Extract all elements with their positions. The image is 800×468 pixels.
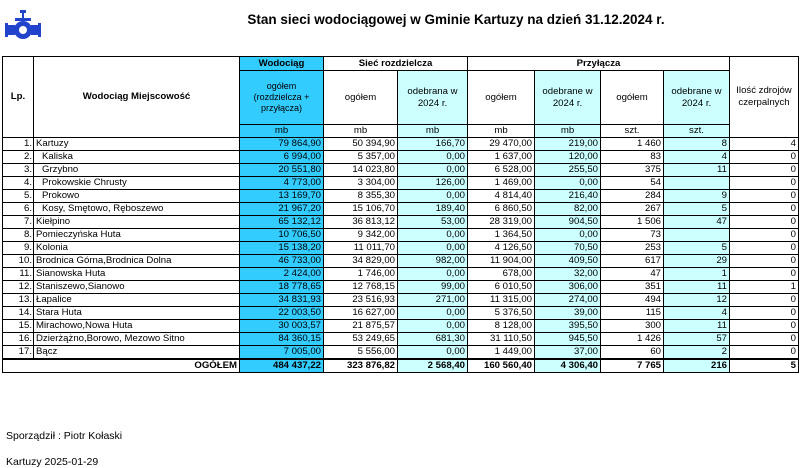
total-zdroje: 5 xyxy=(730,359,799,373)
table-row xyxy=(3,294,799,307)
cell-name: Staniszewo,Sianowo xyxy=(34,281,240,294)
col-siec-header: Sieć rozdzielcza xyxy=(324,57,468,71)
cell-przyl-szt: 1 506 xyxy=(601,216,664,229)
cell-siec-odebrana: 0,00 xyxy=(398,151,468,164)
cell-lp: 8. xyxy=(3,229,34,242)
cell-przyl-ogolem: 4 126,50 xyxy=(468,242,535,255)
cell-wodociag: 79 864,90 xyxy=(240,138,324,151)
cell-siec-ogolem: 12 768,15 xyxy=(324,281,398,294)
cell-siec-odebrana: 0,00 xyxy=(398,164,468,177)
cell-przyl-odebrane: 39,00 xyxy=(535,307,601,320)
cell-przyl-szt-odebrane: 11 xyxy=(664,164,730,177)
unit-mb: mb xyxy=(468,125,535,138)
cell-zdroje: 0 xyxy=(730,164,799,177)
cell-wodociag: 84 360,15 xyxy=(240,333,324,346)
cell-przyl-ogolem: 6 528,00 xyxy=(468,164,535,177)
cell-siec-ogolem: 50 394,90 xyxy=(324,138,398,151)
col-wodociag-header: Wodociąg xyxy=(240,57,324,71)
cell-zdroje: 0 xyxy=(730,216,799,229)
cell-lp: 15. xyxy=(3,320,34,333)
cell-name: Kolonia xyxy=(34,242,240,255)
cell-przyl-odebrane: 904,50 xyxy=(535,216,601,229)
total-siec-odebrana: 2 568,40 xyxy=(398,359,468,373)
cell-przyl-ogolem: 1 469,00 xyxy=(468,177,535,190)
cell-zdroje: 0 xyxy=(730,294,799,307)
cell-zdroje: 0 xyxy=(730,229,799,242)
cell-siec-odebrana: 126,00 xyxy=(398,177,468,190)
cell-przyl-szt: 115 xyxy=(601,307,664,320)
cell-lp: 9. xyxy=(3,242,34,255)
total-przyl-odebrane: 4 306,40 xyxy=(535,359,601,373)
cell-przyl-szt: 1 426 xyxy=(601,333,664,346)
cell-przyl-szt: 47 xyxy=(601,268,664,281)
cell-wodociag: 20 551,80 xyxy=(240,164,324,177)
cell-wodociag: 15 138,20 xyxy=(240,242,324,255)
cell-name: Kaliska xyxy=(34,151,240,164)
cell-zdroje: 0 xyxy=(730,255,799,268)
unit-mb: mb xyxy=(398,125,468,138)
cell-siec-ogolem: 15 106,70 xyxy=(324,203,398,216)
cell-zdroje: 0 xyxy=(730,151,799,164)
cell-lp: 17. xyxy=(3,346,34,360)
cell-wodociag: 7 005,00 xyxy=(240,346,324,360)
cell-siec-ogolem: 23 516,93 xyxy=(324,294,398,307)
cell-przyl-odebrane: 37,00 xyxy=(535,346,601,360)
cell-przyl-odebrane: 0,00 xyxy=(535,177,601,190)
cell-name: Prokowo xyxy=(34,190,240,203)
cell-lp: 4. xyxy=(3,177,34,190)
cell-lp: 1. xyxy=(3,138,34,151)
cell-przyl-odebrane: 306,00 xyxy=(535,281,601,294)
cell-przyl-szt-odebrane: 5 xyxy=(664,203,730,216)
cell-zdroje: 0 xyxy=(730,242,799,255)
cell-siec-ogolem: 21 875,57 xyxy=(324,320,398,333)
cell-siec-ogolem: 1 746,00 xyxy=(324,268,398,281)
col-zdroje-header: Ilość zdrojów czerpalnych xyxy=(730,57,799,138)
cell-name: Kosy, Smętowo, Ręboszewo xyxy=(34,203,240,216)
cell-przyl-odebrane: 0,00 xyxy=(535,229,601,242)
cell-name: Kiełpino xyxy=(34,216,240,229)
cell-przyl-szt-odebrane: 9 xyxy=(664,190,730,203)
col-przylacza-header: Przyłącza xyxy=(468,57,730,71)
cell-przyl-odebrane: 70,50 xyxy=(535,242,601,255)
cell-przyl-szt: 617 xyxy=(601,255,664,268)
cell-name: Brodnica Górna,Brodnica Dolna xyxy=(34,255,240,268)
cell-siec-odebrana: 166,70 xyxy=(398,138,468,151)
table-row xyxy=(3,281,799,294)
cell-przyl-ogolem: 678,00 xyxy=(468,268,535,281)
table-row xyxy=(3,177,799,190)
cell-lp: 16. xyxy=(3,333,34,346)
table-row xyxy=(3,255,799,268)
cell-przyl-odebrane: 32,00 xyxy=(535,268,601,281)
cell-wodociag: 18 778,65 xyxy=(240,281,324,294)
cell-siec-odebrana: 271,00 xyxy=(398,294,468,307)
cell-przyl-ogolem: 11 315,00 xyxy=(468,294,535,307)
col-przyl-szt-ogolem-header: ogółem xyxy=(601,71,664,125)
cell-name: Mirachowo,Nowa Huta xyxy=(34,320,240,333)
cell-przyl-ogolem: 11 904,00 xyxy=(468,255,535,268)
cell-przyl-odebrane: 82,00 xyxy=(535,203,601,216)
cell-wodociag: 6 994,00 xyxy=(240,151,324,164)
cell-siec-odebrana: 0,00 xyxy=(398,346,468,360)
cell-przyl-szt-odebrane: 47 xyxy=(664,216,730,229)
table-row xyxy=(3,268,799,281)
cell-name: Pomieczyńska Huta xyxy=(34,229,240,242)
cell-siec-ogolem: 16 627,00 xyxy=(324,307,398,320)
cell-lp: 12. xyxy=(3,281,34,294)
total-row xyxy=(3,359,799,373)
cell-przyl-ogolem: 5 376,50 xyxy=(468,307,535,320)
table-row xyxy=(3,307,799,320)
page-title: Stan sieci wodociągowej w Gminie Kartuzy na dzień 31.12.2024 r. xyxy=(247,12,665,27)
col-lp-header: Lp. xyxy=(3,57,34,138)
cell-lp: 13. xyxy=(3,294,34,307)
cell-zdroje: 0 xyxy=(730,203,799,216)
cell-lp: 7. xyxy=(3,216,34,229)
cell-wodociag: 34 831,93 xyxy=(240,294,324,307)
cell-zdroje: 0 xyxy=(730,346,799,360)
cell-przyl-szt: 375 xyxy=(601,164,664,177)
cell-przyl-szt: 73 xyxy=(601,229,664,242)
cell-przyl-szt: 494 xyxy=(601,294,664,307)
unit-mb: mb xyxy=(535,125,601,138)
cell-zdroje: 0 xyxy=(730,307,799,320)
cell-przyl-szt: 83 xyxy=(601,151,664,164)
cell-przyl-odebrane: 255,50 xyxy=(535,164,601,177)
cell-wodociag: 22 003,50 xyxy=(240,307,324,320)
col-przyl-ogolem-header: ogółem xyxy=(468,71,535,125)
cell-siec-odebrana: 0,00 xyxy=(398,229,468,242)
cell-przyl-szt-odebrane: 5 xyxy=(664,242,730,255)
cell-przyl-ogolem: 1 364,50 xyxy=(468,229,535,242)
cell-przyl-szt-odebrane xyxy=(664,229,730,242)
cell-przyl-szt-odebrane: 8 xyxy=(664,138,730,151)
col-name-header: Wodociąg Miejscowość xyxy=(34,57,240,138)
cell-wodociag: 2 424,00 xyxy=(240,268,324,281)
cell-przyl-szt-odebrane: 4 xyxy=(664,151,730,164)
table-row xyxy=(3,190,799,203)
table-row xyxy=(3,216,799,229)
cell-lp: 3. xyxy=(3,164,34,177)
cell-name: Sianowska Huta xyxy=(34,268,240,281)
table-row xyxy=(3,164,799,177)
cell-przyl-szt: 267 xyxy=(601,203,664,216)
cell-siec-ogolem: 11 011,70 xyxy=(324,242,398,255)
cell-przyl-szt: 300 xyxy=(601,320,664,333)
cell-siec-odebrana: 0,00 xyxy=(398,320,468,333)
cell-siec-odebrana: 99,00 xyxy=(398,281,468,294)
total-przyl-szt-odebrane: 216 xyxy=(664,359,730,373)
cell-siec-ogolem: 34 829,00 xyxy=(324,255,398,268)
cell-przyl-szt-odebrane: 11 xyxy=(664,281,730,294)
cell-siec-odebrana: 0,00 xyxy=(398,307,468,320)
cell-name: Grzybno xyxy=(34,164,240,177)
unit-mb: mb xyxy=(240,125,324,138)
cell-przyl-odebrane: 395,50 xyxy=(535,320,601,333)
cell-siec-odebrana: 982,00 xyxy=(398,255,468,268)
table-row xyxy=(3,320,799,333)
cell-przyl-odebrane: 945,50 xyxy=(535,333,601,346)
total-przyl-ogolem: 160 560,40 xyxy=(468,359,535,373)
cell-zdroje: 0 xyxy=(730,320,799,333)
cell-siec-ogolem: 5 556,00 xyxy=(324,346,398,360)
cell-name: Łapalice xyxy=(34,294,240,307)
cell-siec-odebrana: 189,40 xyxy=(398,203,468,216)
cell-name: Prokowskie Chrusty xyxy=(34,177,240,190)
cell-name: Dzierżążno,Borowo, Mezowo Sitno xyxy=(34,333,240,346)
cell-przyl-szt-odebrane: 1 xyxy=(664,268,730,281)
cell-siec-ogolem: 5 357,00 xyxy=(324,151,398,164)
cell-wodociag: 30 003,57 xyxy=(240,320,324,333)
cell-przyl-szt: 284 xyxy=(601,190,664,203)
cell-przyl-odebrane: 409,50 xyxy=(535,255,601,268)
unit-szt: szt. xyxy=(601,125,664,138)
cell-zdroje: 4 xyxy=(730,138,799,151)
cell-zdroje: 0 xyxy=(730,177,799,190)
table-row xyxy=(3,229,799,242)
cell-przyl-szt: 54 xyxy=(601,177,664,190)
cell-zdroje: 0 xyxy=(730,190,799,203)
cell-przyl-ogolem: 6 860,50 xyxy=(468,203,535,216)
cell-przyl-ogolem: 1 449,00 xyxy=(468,346,535,360)
cell-wodociag: 13 169,70 xyxy=(240,190,324,203)
cell-name: Kartuzy xyxy=(34,138,240,151)
cell-siec-ogolem: 8 355,30 xyxy=(324,190,398,203)
col-przyl-odebrane-header: odebrane w 2024 r. xyxy=(535,71,601,125)
cell-lp: 2. xyxy=(3,151,34,164)
cell-lp: 5. xyxy=(3,190,34,203)
cell-przyl-odebrane: 219,00 xyxy=(535,138,601,151)
cell-przyl-ogolem: 29 470,00 xyxy=(468,138,535,151)
unit-szt: szt. xyxy=(664,125,730,138)
cell-siec-ogolem: 14 023,80 xyxy=(324,164,398,177)
cell-zdroje: 0 xyxy=(730,268,799,281)
cell-przyl-szt: 60 xyxy=(601,346,664,360)
cell-przyl-szt: 253 xyxy=(601,242,664,255)
cell-przyl-ogolem: 31 110,50 xyxy=(468,333,535,346)
cell-siec-odebrana: 53,00 xyxy=(398,216,468,229)
cell-przyl-szt-odebrane: 57 xyxy=(664,333,730,346)
cell-przyl-ogolem: 8 128,00 xyxy=(468,320,535,333)
cell-przyl-ogolem: 28 319,00 xyxy=(468,216,535,229)
total-siec-ogolem: 323 876,82 xyxy=(324,359,398,373)
table-row xyxy=(3,333,799,346)
water-network-table xyxy=(2,56,799,373)
col-wodociag-ogolem-header: ogółem (rozdzielcza + przyłącza) xyxy=(240,71,324,125)
table-row xyxy=(3,138,799,151)
cell-przyl-ogolem: 1 637,00 xyxy=(468,151,535,164)
cell-zdroje: 0 xyxy=(730,333,799,346)
col-siec-odebrana-header: odebrana w 2024 r. xyxy=(398,71,468,125)
cell-przyl-szt: 351 xyxy=(601,281,664,294)
cell-przyl-odebrane: 274,00 xyxy=(535,294,601,307)
cell-zdroje: 1 xyxy=(730,281,799,294)
cell-przyl-szt-odebrane: 29 xyxy=(664,255,730,268)
cell-przyl-ogolem: 4 814,40 xyxy=(468,190,535,203)
cell-przyl-odebrane: 216,40 xyxy=(535,190,601,203)
cell-lp: 11. xyxy=(3,268,34,281)
cell-siec-ogolem: 36 813,12 xyxy=(324,216,398,229)
cell-wodociag: 4 773,00 xyxy=(240,177,324,190)
cell-wodociag: 65 132,12 xyxy=(240,216,324,229)
cell-name: Bącz xyxy=(34,346,240,360)
cell-lp: 14. xyxy=(3,307,34,320)
cell-przyl-szt-odebrane: 12 xyxy=(664,294,730,307)
col-siec-ogolem-header: ogółem xyxy=(324,71,398,125)
table-row xyxy=(3,346,799,360)
total-label: OGÓŁEM xyxy=(3,359,240,373)
table-row xyxy=(3,242,799,255)
cell-siec-odebrana: 0,00 xyxy=(398,242,468,255)
cell-przyl-szt-odebrane xyxy=(664,177,730,190)
col-przyl-szt-odebrane-header: odebrane w 2024 r. xyxy=(664,71,730,125)
total-przyl-szt: 7 765 xyxy=(601,359,664,373)
author-note: Sporządził : Piotr Kołaski xyxy=(6,430,123,442)
cell-siec-ogolem: 53 249,65 xyxy=(324,333,398,346)
cell-siec-ogolem: 3 304,00 xyxy=(324,177,398,190)
cell-przyl-odebrane: 120,00 xyxy=(535,151,601,164)
cell-lp: 6. xyxy=(3,203,34,216)
cell-przyl-szt-odebrane: 11 xyxy=(664,320,730,333)
total-wodociag: 484 437,22 xyxy=(240,359,324,373)
cell-przyl-szt-odebrane: 4 xyxy=(664,307,730,320)
cell-siec-odebrana: 681,30 xyxy=(398,333,468,346)
cell-wodociag: 21 967,20 xyxy=(240,203,324,216)
table-row xyxy=(3,203,799,216)
cell-siec-odebrana: 0,00 xyxy=(398,190,468,203)
cell-siec-ogolem: 9 342,00 xyxy=(324,229,398,242)
place-date: Kartuzy 2025-01-29 xyxy=(6,456,99,468)
cell-przyl-ogolem: 6 010,50 xyxy=(468,281,535,294)
cell-name: Stara Huta xyxy=(34,307,240,320)
cell-siec-odebrana: 0,00 xyxy=(398,268,468,281)
cell-przyl-szt: 1 460 xyxy=(601,138,664,151)
unit-mb: mb xyxy=(324,125,398,138)
cell-lp: 10. xyxy=(3,255,34,268)
cell-wodociag: 46 733,00 xyxy=(240,255,324,268)
table-row xyxy=(3,151,799,164)
cell-przyl-szt-odebrane: 2 xyxy=(664,346,730,360)
cell-wodociag: 10 706,50 xyxy=(240,229,324,242)
